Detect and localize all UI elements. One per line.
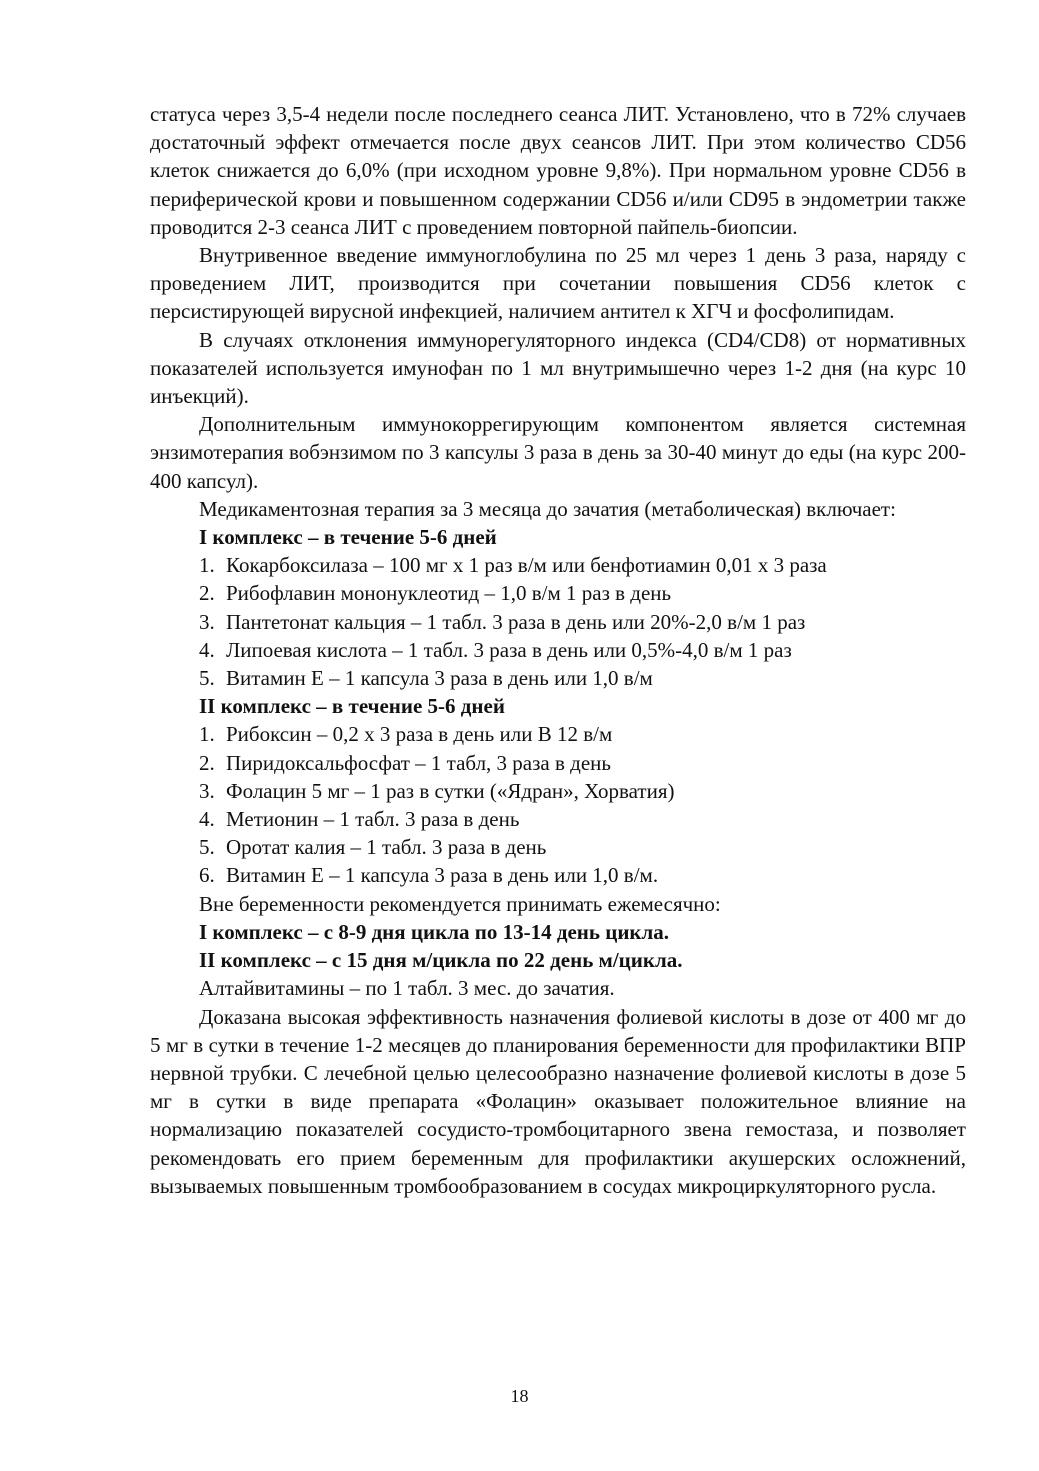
list-item-text: Витамин Е – 1 капсула 3 раза в день или 1,0 в/м. [226,863,659,888]
altai-vitamins-line: Алтайвитамины – по 1 табл. 3 мес. до зачатия. [199,976,615,1001]
list-item [150,664,966,692]
list-item-number: 2. [199,750,215,775]
complex-1-heading: I комплекс – в течение 5-6 дней [199,525,497,550]
list-item-number: 2. [199,581,215,606]
paragraph-immunoglobulin: Внутривенное введение иммуноглобулина по 25 мл через 1 день 3 раза, наряду с проведением ЛИТ, производится при сочетании повышения CD56 клеток с персистирующей вирусной инфекцией, наличием антител к ХГЧ и фосфолипидам. [150,243,966,324]
list-item-number: 1. [199,722,215,747]
list-item-number: 6. [199,863,215,888]
paragraph-metabolic-therapy: Медикаментозная терапия за 3 месяца до зачатия (метаболическая) включает: [199,496,896,521]
list-item-text: Липоевая кислота – 1 табл. 3 раза в день или 0,5%-4,0 в/м 1 раз [226,637,792,662]
list-item [150,636,966,664]
complex-2-list [150,720,966,889]
list-item-number: 1. [199,553,215,578]
list-item-text: Оротат калия – 1 табл. 3 раза в день [226,835,547,860]
list-item [150,608,966,636]
list-item [150,579,966,607]
list-item-number: 5. [199,666,215,691]
list-item [150,861,966,889]
list-item-number: 3. [199,609,215,634]
list-item [150,720,966,748]
list-item-text: Фолацин 5 мг – 1 раз в сутки («Ядран», Хорватия) [226,778,675,803]
paragraph-immunoregulatory-index: В случаях отклонения иммунорегуляторного индекса (CD4/CD8) от нормативных показателей используется имунофан по 1 мл внутримышечно через 1-2 дня (на курс 10 инъекций). [150,327,966,409]
list-item [150,833,966,861]
list-item-text: Метионин – 1 табл. 3 раза в день [226,807,520,832]
list-item-number: 3. [199,778,215,803]
list-item-text: Пантетонат кальция – 1 табл. 3 раза в день или 20%-2,0 в/м 1 раз [226,609,806,634]
list-item [150,749,966,777]
list-item-number: 4. [199,637,215,662]
page-number: 18 [510,1386,529,1406]
list-item [150,805,966,833]
document-page [150,100,966,1200]
outside-pregnancy-complex-2: II комплекс – с 15 дня м/цикла по 22 день м/цикла. [199,948,683,973]
list-item-number: 5. [199,835,215,860]
list-item-text: Витамин Е – 1 капсула 3 раза в день или 1,0 в/м [226,666,653,691]
list-item [150,777,966,805]
paragraph-enzyme-therapy: Дополнительным иммунокоррегирующим компонентом является системная энзимотерапия вобэнзимом по 3 капсулы 3 раза в день за 30-40 минут до еды (на курс 200-400 капсул). [150,412,966,493]
outside-pregnancy-intro: Вне беременности рекомендуется принимать ежемесячно: [199,891,721,916]
paragraph-lit-status: статуса через 3,5-4 недели после последнего сеанса ЛИТ. Установлено, что в 72% случаев достаточный эффект отмечается после двух сеансов ЛИТ. При этом количество CD56 клеток снижается до 6,0% (при исходном уровне 9,8%). При нормальном уровне CD56 в периферической крови и повышенном содержании CD56 и/или CD95 в эндометрии также проводится 2-3 сеанса ЛИТ с проведением повторной пайпель-биопсии. [150,102,966,239]
list-item-text: Рибофлавин мононуклеотид – 1,0 в/м 1 раз в день [226,581,672,606]
list-item-text: Рибоксин – 0,2 х 3 раза в день или В 12 в/м [226,722,613,747]
list-item [150,551,966,579]
outside-pregnancy-complex-1: I комплекс – с 8-9 дня цикла по 13-14 день цикла. [199,919,670,944]
list-item-text: Кокарбоксилаза – 100 мг х 1 раз в/м или бенфотиамин 0,01 х 3 раза [226,553,827,578]
complex-1-list [150,551,966,692]
complex-2-heading: II комплекс – в течение 5-6 дней [199,694,505,719]
paragraph-folic-acid: Доказана высокая эффективность назначения фолиевой кислоты в дозе от 400 мг до 5 мг в сутки в течение 1-2 месяцев до планирования беременности для профилактики ВПР нервной трубки. С лечебной целью целесообразно назначение фолиевой кислоты в дозе 5 мг в сутки в виде препарата «Фолацин» оказывает положительное влияние на нормализацию показателей сосудисто-тромбоцитарного звена гемостаза, и позволяет рекомендовать его прием беременным для профилактики акушерских осложнений, вызываемых повышенным тромбообразованием в сосудах микроциркуляторного русла. [150,1004,966,1198]
list-item-text: Пиридоксальфосфат – 1 табл, 3 раза в день [226,750,611,775]
list-item-number: 4. [199,807,215,832]
